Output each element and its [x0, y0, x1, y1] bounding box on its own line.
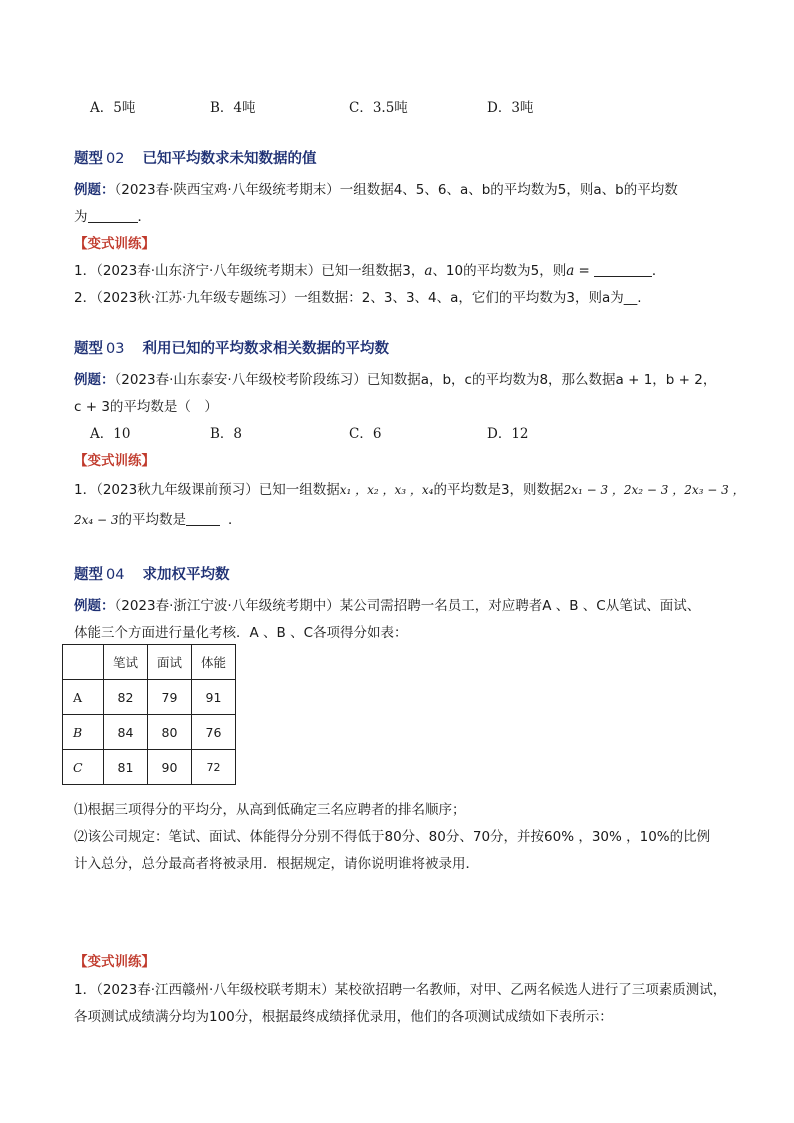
section03-heading — [74, 337, 389, 358]
q1-text-b: 的平均数是3，则数据 — [433, 482, 564, 498]
section04-example-line1 — [74, 594, 700, 614]
section-label: 题型 — [74, 341, 103, 357]
q1-eq: a = — [566, 263, 590, 279]
q1-var: a — [424, 263, 433, 279]
section02-q1 — [74, 259, 665, 279]
q1-end: ． — [651, 263, 666, 279]
q1-expr4: 2x₄ − 3 — [74, 513, 119, 527]
answer-blank — [186, 511, 220, 526]
answer-blank — [88, 208, 138, 223]
example-text: （2023春·陕西宝鸡·八年级统考期末）一组数据4、5、6、a、b的平均数为5，则a、b的平均数 — [114, 182, 678, 198]
section04-train-label: 【变式训练】 — [74, 954, 155, 970]
option-d: D．3吨 — [487, 100, 534, 116]
section03-q1-line1 — [74, 478, 745, 498]
table-cell: 76 — [192, 715, 236, 750]
section-title: 已知平均数求未知数据的值 — [142, 151, 317, 167]
section02-heading — [74, 147, 316, 168]
table-cell: 72 — [192, 750, 236, 785]
q1-text-c: 的平均数是 — [118, 512, 187, 528]
section04-t1-line2: 各项测试成绩满分均为100分，根据最终成绩择优录用，他们的各项测试成绩如下表所示： — [74, 1009, 613, 1025]
q1-text-b: 、10的平均数为5，则 — [432, 263, 567, 279]
table-cell: 82 — [104, 680, 148, 715]
table-header-row — [63, 645, 236, 680]
q1-text-a: 1．（2023秋九年级课前预习）已知一组数据 — [74, 482, 340, 498]
table-cell: 90 — [148, 750, 192, 785]
table-row — [63, 680, 236, 715]
section04-q2-line1: ⑵该公司规定：笔试、面试、体能得分分别不得低于80分、80分、70分，并按60% ，30% ，10%的比例 — [74, 829, 711, 845]
section-number: 04 — [106, 567, 125, 583]
option-a: A．5吨 — [90, 100, 136, 116]
example-end: ． — [137, 209, 151, 225]
section03-example-line1 — [74, 368, 716, 388]
q1-exprs: 2x₁ − 3 ，2x₂ − 3 ，2x₃ − 3 ， — [563, 483, 745, 497]
section04-example-line2: 体能三个方面进行量化考核．A 、B 、C各项得分如表： — [74, 625, 408, 641]
table-cell: 80 — [148, 715, 192, 750]
section-label: 题型 — [74, 151, 103, 167]
table-row-label: A — [63, 680, 104, 715]
section02-q2: 2．（2023秋·江苏·九年级专题练习）一组数据：2、3、3、4、a，它们的平均数为3，则a为__. — [74, 290, 642, 306]
section02-train-label: 【变式训练】 — [74, 236, 155, 252]
section03-option-d: D．12 — [487, 426, 529, 442]
q1-end: ． — [228, 512, 242, 528]
example-label: 例题： — [74, 372, 115, 388]
example-text-2: 为 — [74, 209, 88, 225]
example-label: 例题： — [74, 598, 115, 614]
section04-q2-line2: 计入总分，总分最高者将被录用．根据规定，请你说明谁将被录用． — [74, 856, 479, 872]
section-number: 02 — [106, 151, 125, 167]
section04-heading — [74, 563, 229, 584]
section03-option-b: B．8 — [210, 426, 243, 442]
table-row-label: B — [63, 715, 104, 750]
example-text: （2023春·浙江宁波·八年级统考期中）某公司需招聘一名员工，对应聘者A 、B 、C从笔试、面试、 — [114, 598, 701, 614]
section-title: 求加权平均数 — [142, 567, 230, 583]
section-label: 题型 — [74, 567, 103, 583]
table-header-cell: 体能 — [192, 645, 236, 680]
score-table — [62, 644, 236, 785]
section04-t1-line1: 1．（2023春·江西赣州·八年级校联考期末）某校欲招聘一名教师，对甲、乙两名候选人进行了三项素质测试， — [74, 982, 727, 998]
example-text: （2023春·山东泰安·八年级校考阶段练习）已知数据a，b，c的平均数为8，那么数据a + 1，b + 2， — [114, 372, 717, 388]
table-row — [63, 750, 236, 785]
section04-q1: ⑴根据三项得分的平均分，从高到低确定三名应聘者的排名顺序； — [74, 802, 466, 818]
option-b: B．4吨 — [210, 100, 256, 116]
q1-text-a: 1．（2023春·山东济宁·八年级统考期末）已知一组数据3， — [74, 263, 425, 279]
section03-q1-line2 — [74, 508, 242, 528]
section03-train-label: 【变式训练】 — [74, 453, 155, 469]
answer-blank — [594, 262, 652, 277]
table-cell: 81 — [104, 750, 148, 785]
table-cell: 79 — [148, 680, 192, 715]
table-row — [63, 715, 236, 750]
table-row-label: C — [63, 750, 104, 785]
table-cell: 84 — [104, 715, 148, 750]
table-header-cell: 笔试 — [104, 645, 148, 680]
table-header-cell — [63, 645, 104, 680]
q1-vars: x₁ ，x₂ ，x₃ ，x₄ — [339, 483, 434, 497]
option-c: C．3.5吨 — [349, 100, 408, 116]
section-title: 利用已知的平均数求相关数据的平均数 — [142, 341, 389, 357]
section02-example-line2 — [74, 205, 151, 225]
section02-example-line1 — [74, 178, 678, 198]
section03-option-c: C．6 — [349, 426, 382, 442]
section03-option-a: A．10 — [90, 426, 131, 442]
section-number: 03 — [106, 341, 125, 357]
example-label: 例题： — [74, 182, 115, 198]
section03-example-line2: c + 3的平均数是（ ） — [74, 399, 218, 415]
table-cell: 91 — [192, 680, 236, 715]
table-header-cell: 面试 — [148, 645, 192, 680]
